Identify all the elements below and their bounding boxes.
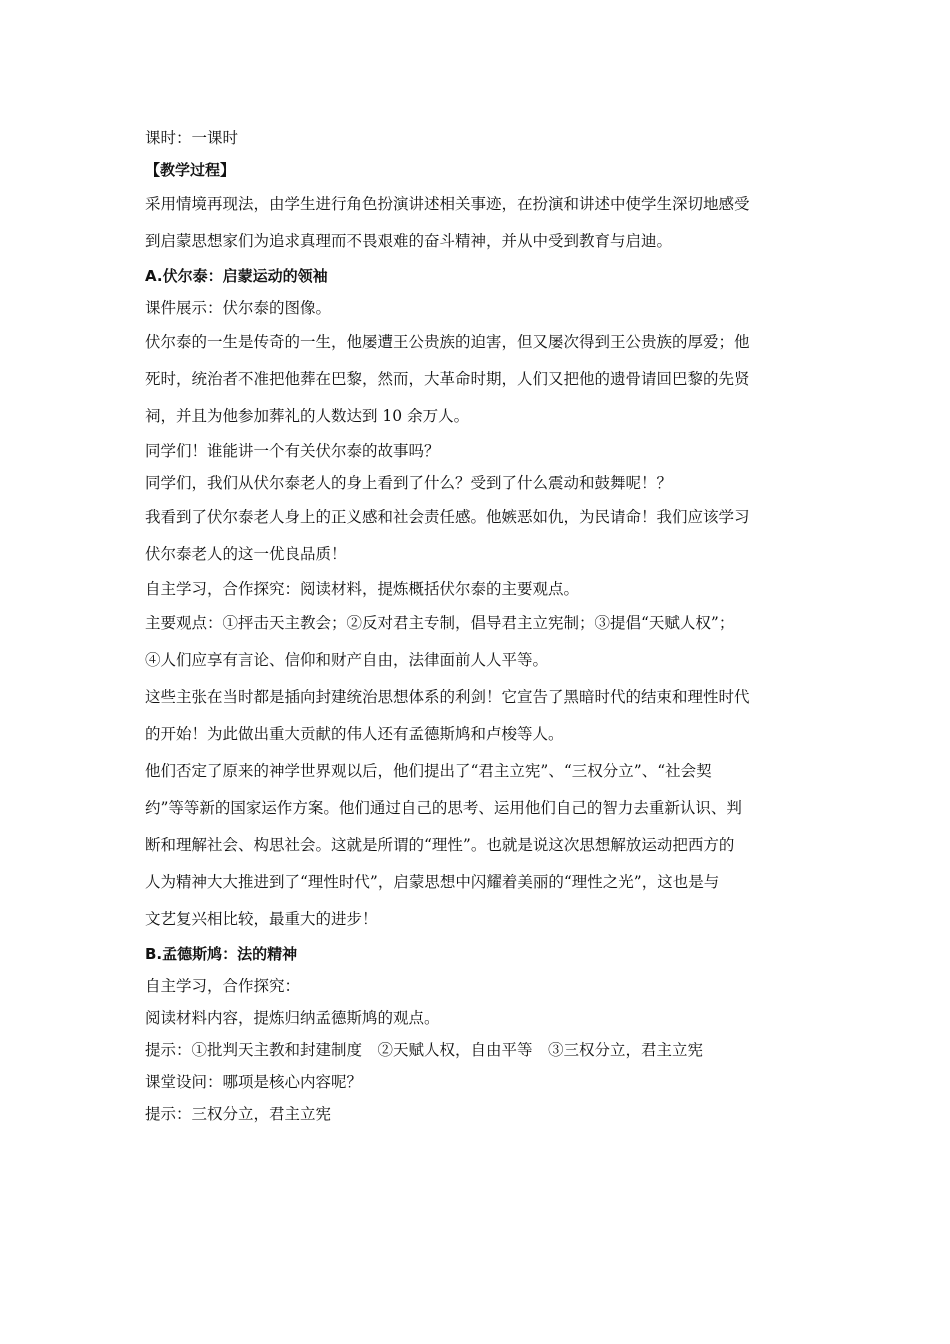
- paragraph-line: 伏尔泰的一生是传奇的一生，他屡遭王公贵族的迫害，但又屡次得到王公贵族的厚爱；他: [145, 333, 750, 351]
- paragraph-line: 到启蒙思想家们为追求真理而不畏艰难的奋斗精神，并从中受到教育与启迪。: [145, 232, 673, 250]
- paragraph-line: 的开始！为此做出重大贡献的伟人还有孟德斯鸠和卢梭等人。: [145, 725, 564, 743]
- paragraph-line: 断和理解社会、构思社会。这就是所谓的“理性”。也就是说这次思想解放运动把西方的: [145, 836, 735, 854]
- paragraph-line: 文艺复兴相比较，最重大的进步！: [145, 910, 378, 928]
- paragraph-line: 约”等等新的国家运作方案。他们通过自己的思考、运用他们自己的智力去重新认识、判: [145, 799, 742, 817]
- class-hours-line: 课时：一课时: [145, 129, 239, 147]
- document-body: [145, 122, 810, 1130]
- paragraph-line: 伏尔泰老人的这一优良品质！: [145, 545, 347, 563]
- paragraph-line: 课件展示：伏尔泰的图像。: [145, 299, 332, 317]
- paragraph-line: 这些主张在当时都是插向封建统治思想体系的利剑！它宣告了黑暗时代的结束和理性时代: [145, 688, 750, 706]
- paragraph-line: 自主学习，合作探究：: [145, 977, 301, 995]
- paragraph-line: 采用情境再现法，由学生进行角色扮演讲述相关事迹，在扮演和讲述中使学生深切地感受: [145, 195, 750, 213]
- paragraph-line: ④人们应享有言论、信仰和财产自由，法律面前人人平等。: [145, 651, 549, 669]
- paragraph-line: 自主学习，合作探究：阅读材料，提炼概括伏尔泰的主要观点。: [145, 580, 580, 598]
- paragraph-line: 主要观点：①抨击天主教会；②反对君主专制，倡导君主立宪制；③提倡“天赋人权”；: [145, 614, 735, 632]
- paragraph-line: 死时，统治者不准把他葬在巴黎，然而，大革命时期，人们又把他的遗骨请回巴黎的先贤: [145, 370, 750, 388]
- paragraph-line: 提示：①批判天主教和封建制度 ②天赋人权，自由平等 ③三权分立，君主立宪: [145, 1041, 704, 1059]
- paragraph-line: 阅读材料内容，提炼归纳孟德斯鸠的观点。: [145, 1009, 440, 1027]
- paragraph-line: 他们否定了原来的神学世界观以后，他们提出了“君主立宪”、“三权分立”、“社会契: [145, 762, 712, 780]
- paragraph-line: 提示：三权分立，君主立宪: [145, 1105, 332, 1123]
- paragraph-line: 同学们，我们从伏尔泰老人的身上看到了什么？受到了什么震动和鼓舞呢！？: [145, 474, 673, 492]
- paragraph-line: 课堂设问：哪项是核心内容呢？: [145, 1073, 363, 1091]
- section-heading-teaching-process: 【教学过程】: [145, 161, 236, 179]
- section-heading-voltaire: A.伏尔泰：启蒙运动的领袖: [145, 267, 328, 285]
- section-heading-montesquieu: B.孟德斯鸠：法的精神: [145, 945, 298, 963]
- paragraph-line: 我看到了伏尔泰老人身上的正义感和社会责任感。他嫉恶如仇，为民请命！我们应该学习: [145, 508, 750, 526]
- paragraph-line: 人为精神大大推进到了“理性时代”，启蒙思想中闪耀着美丽的“理性之光”，这也是与: [145, 873, 720, 891]
- paragraph-line: 祠，并且为他参加葬礼的人数达到 10 余万人。: [145, 407, 470, 425]
- paragraph-line: 同学们！谁能讲一个有关伏尔泰的故事吗？: [145, 442, 440, 460]
